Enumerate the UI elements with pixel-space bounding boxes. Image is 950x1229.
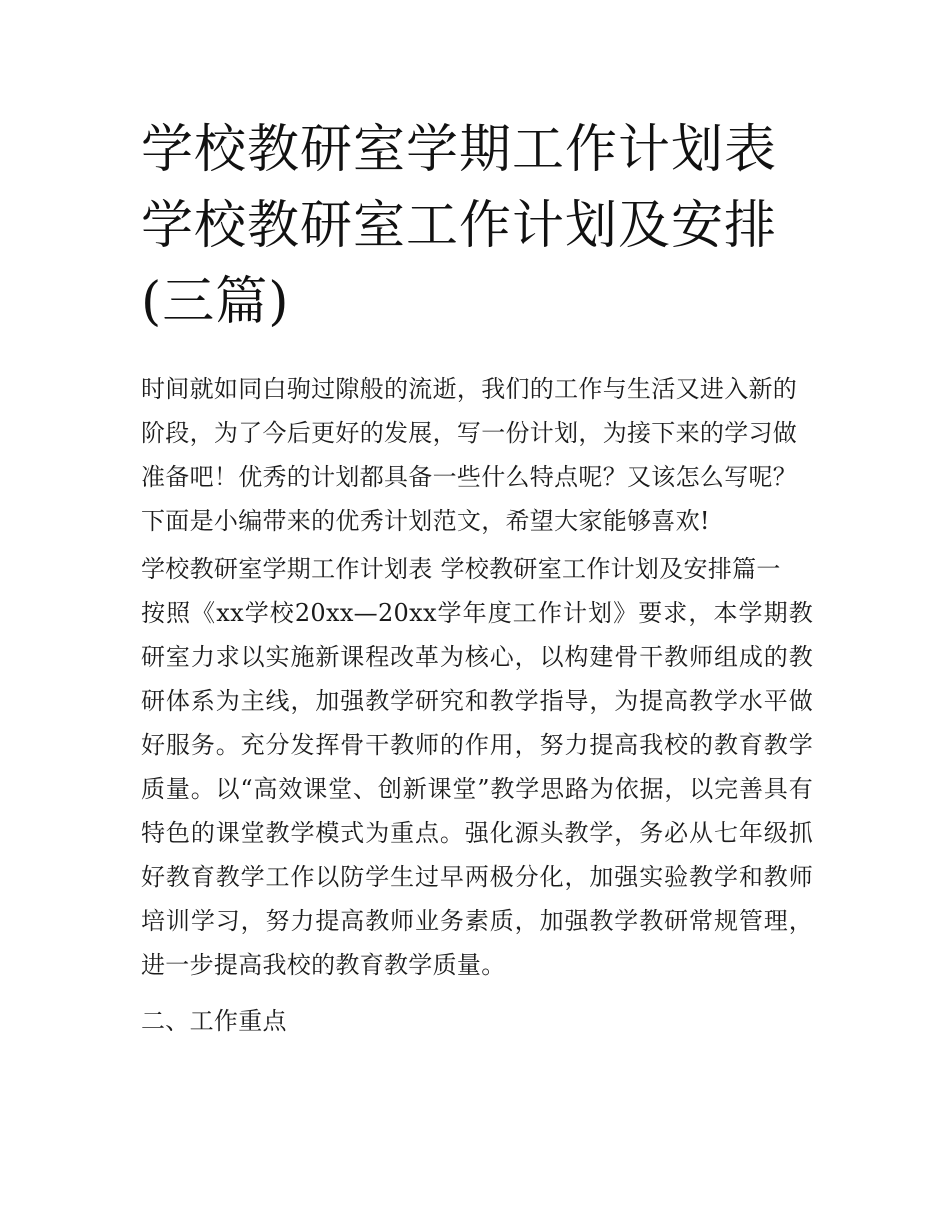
document-title: 学校教研室学期工作计划表 学校教研室工作计划及安排(三篇) bbox=[141, 120, 778, 332]
section-heading: 学校教研室学期工作计划表 学校教研室工作计划及安排篇一 bbox=[141, 555, 781, 583]
subheading-work-focus: 二、工作重点 bbox=[141, 1007, 287, 1035]
document-page bbox=[141, 112, 813, 1043]
intro-paragraph: 时间就如同白驹过隙般的流逝，我们的工作与生活又进入新的阶段，为了今后更好的发展，写一份计划，为接下来的学习做准备吧！优秀的计划都具备一些什么特点呢？又该怎么写呢？下面是小编带来的优秀计划范文，希望大家能够喜欢! bbox=[141, 375, 798, 535]
body-paragraph: 按照《xx学校20xx—20xx学年度工作计划》要求，本学期教研室力求以实施新课程改革为核心，以构建骨干教师组成的教研体系为主线，加强教学研究和教学指导，为提高教学水平做好服务。充分发挥骨干教师的作用，努力提高我校的教育教学质量。以“高效课堂、创新课堂”教学思路为依据，以完善具有特色的课堂教学模式为重点。强化源头教学，务必从七年级抓好教育教学工作以防学生过早两极分化，加强实验教学和教师培训学习，努力提高教师业务素质，加强教学教研常规管理，进一步提高我校的教育教学质量。 bbox=[141, 599, 813, 979]
